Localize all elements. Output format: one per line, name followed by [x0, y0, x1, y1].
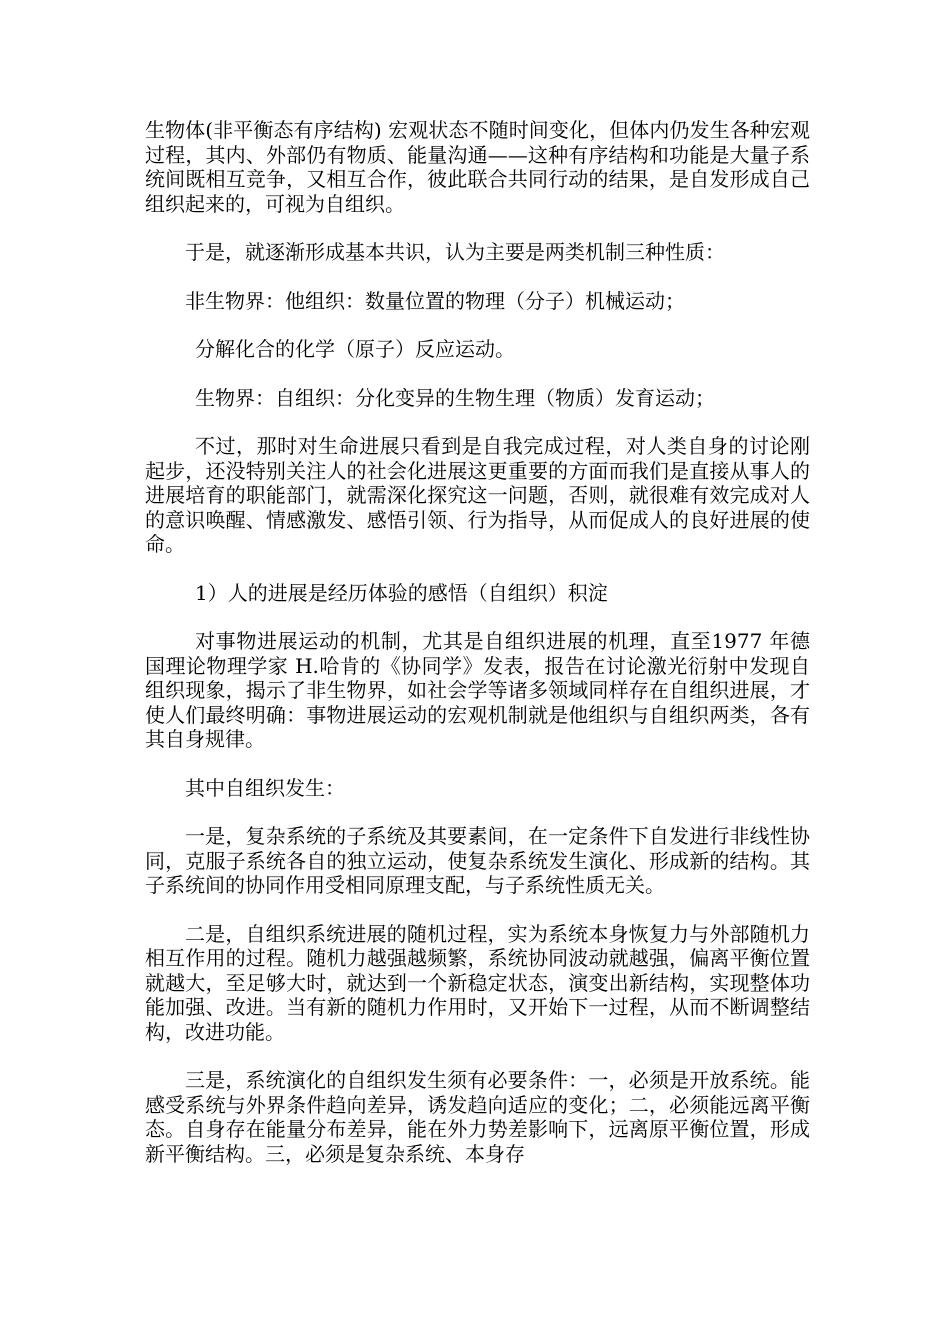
paragraph-however: 不过，那时对生命进展只看到是自我完成过程，对人类自身的讨论刚起步，还没特别关注人的社会化进展这更重要的方面而我们是直接从事人的进展培育的职能部门，就需深化探究这一问题，否则，就很难有效完成对人的意识唤醒、情感激发、感悟引领、行为指导，从而促成人的良好进展的使命。: [145, 434, 810, 556]
paragraph-nonbio-physical: 非生物界：他组织：数量位置的物理（分子）机械运动；: [185, 288, 685, 313]
paragraph-point-three: 三是，系统演化的自组织发生须有必要条件：一，必须是开放系统。能感受系统与外界条件趋向差异，诱发趋向适应的变化；二，必须能远离平衡态。自身存在能量分布差异，能在外力势差影响下，远离原平衡位置，形成新平衡结构。三，必须是复杂系统、本身存: [145, 1068, 810, 1166]
paragraph-point-one: 一是，复杂系统的子系统及其要素间，在一定条件下自发进行非线性协同，克服子系统各自的独立运动，使复杂系统发生演化、形成新的结构。其子系统间的协同作用受相同原理支配，与子系统性质无关。: [145, 824, 810, 897]
paragraph-bioorganism: 生物体(非平衡态有序结构) 宏观状态不随时间变化，但体内仍发生各种宏观过程，其内、外部仍有物质、能量沟通——这种有序结构和功能是大量子系统间既相互竞争，又相互合作，彼此联合共同行动的结果，是自发形成自己组织起来的，可视为自组织。: [145, 118, 810, 216]
paragraph-haken: 对事物进展运动的机制，尤其是自组织进展的机理，直至1977 年德国理论物理学家 H.哈肯的《协同学》发表，报告在讨论激光衍射中发现自组织现象，揭示了非生物界，如社会学等诸多领域同样存在自组织进展，才使人们最终明确：事物进展运动的宏观机制就是他组织与自组织两类，各有其自身规律。: [145, 629, 810, 751]
document-body: [145, 118, 810, 1190]
paragraph-consensus: 于是，就逐渐形成基本共识，认为主要是两类机制三种性质：: [185, 240, 725, 264]
paragraph-self-org-occurs: 其中自组织发生：: [185, 775, 345, 800]
paragraph-bio: 生物界：自组织：分化变异的生物生理（物质）发育运动；: [195, 385, 715, 410]
paragraph-point-two: 二是，自组织系统进展的随机过程，实为系统本身恢复力与外部随机力相互作用的过程。随机力越强越频繁，系统协同波动就越强，偏离平衡位置就越大，至足够大时，就达到一个新稳定状态，演变出新结构，实现整体功能加强、改进。当有新的随机力作用时，又开始下一过程，从而不断调整结构，改进功能。: [145, 921, 810, 1044]
section-heading-1: 1）人的进展是经历体验的感悟（自组织）积淀: [195, 580, 608, 605]
paragraph-nonbio-chemical: 分解化合的化学（原子）反应运动。: [195, 337, 515, 361]
